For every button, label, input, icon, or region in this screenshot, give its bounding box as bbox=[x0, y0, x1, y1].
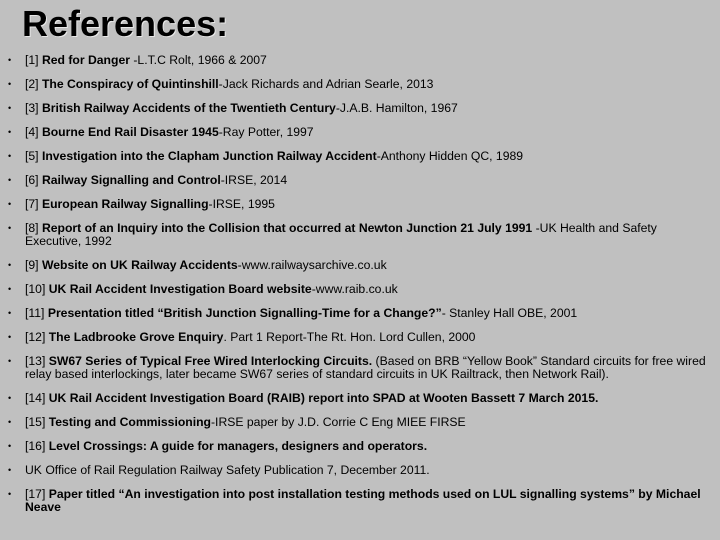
ref-title: Testing and Commissioning bbox=[48, 415, 211, 429]
ref-title: The Ladbrooke Grove Enquiry bbox=[48, 330, 224, 344]
bullet-icon: • bbox=[8, 223, 12, 233]
bullet-icon: • bbox=[8, 151, 12, 161]
reference-item bbox=[8, 416, 708, 429]
ref-number: [12] bbox=[25, 330, 49, 344]
ref-title: UK Rail Accident Investigation Board website bbox=[48, 282, 312, 296]
reference-item bbox=[8, 102, 708, 115]
ref-title: Level Crossings: A guide for managers, designers and operators. bbox=[48, 439, 428, 453]
bullet-icon: • bbox=[8, 489, 12, 499]
bullet-icon: • bbox=[8, 465, 12, 475]
reference-item bbox=[8, 222, 708, 248]
ref-title: Report of an Inquiry into the Collision that occurred at Newton Junction 21 July 1991 bbox=[41, 221, 533, 235]
reference-item bbox=[8, 488, 708, 514]
ref-number: [3] bbox=[25, 101, 42, 115]
reference-item bbox=[8, 307, 708, 320]
reference-item bbox=[8, 283, 708, 296]
ref-number: [1] bbox=[25, 53, 42, 67]
reference-item bbox=[8, 78, 708, 91]
bullet-icon: • bbox=[8, 79, 12, 89]
ref-number: [11] bbox=[25, 306, 48, 320]
ref-detail: -Jack Richards and Adrian Searle, 2013 bbox=[218, 77, 434, 91]
bullet-icon: • bbox=[8, 103, 12, 113]
bullet-icon: • bbox=[8, 393, 12, 403]
ref-title: Bourne End Rail Disaster 1945 bbox=[41, 125, 219, 139]
ref-title: European Railway Signalling bbox=[41, 197, 209, 211]
reference-item bbox=[8, 259, 708, 272]
reference-item bbox=[8, 331, 708, 344]
reference-item bbox=[8, 440, 708, 453]
ref-detail: -J.A.B. Hamilton, 1967 bbox=[335, 101, 458, 115]
ref-title: Website on UK Railway Accidents bbox=[41, 258, 238, 272]
reference-item bbox=[8, 126, 708, 139]
reference-item bbox=[8, 355, 708, 381]
bullet-icon: • bbox=[8, 356, 12, 366]
ref-detail: (Based on BRB “Yellow Book” Standard circuits for free wired relay based interlockings, later became SW67 series of standard circuits in UK Railtrack, then Network Rail). bbox=[25, 354, 706, 381]
bullet-icon: • bbox=[8, 284, 12, 294]
ref-detail: -IRSE, 1995 bbox=[208, 197, 275, 211]
ref-number: [13] bbox=[25, 354, 49, 368]
ref-detail: UK Office of Rail Regulation Railway Safety Publication 7, December 2011. bbox=[25, 463, 430, 477]
bullet-icon: • bbox=[8, 332, 12, 342]
reference-item bbox=[8, 198, 708, 211]
ref-detail: -Ray Potter, 1997 bbox=[218, 125, 314, 139]
bullet-icon: • bbox=[8, 175, 12, 185]
ref-title: Presentation titled “British Junction Signalling-Time for a Change?” bbox=[47, 306, 442, 320]
reference-item bbox=[8, 392, 708, 405]
ref-title: Red for Danger bbox=[41, 53, 130, 67]
ref-number: [2] bbox=[25, 77, 42, 91]
ref-title: SW67 Series of Typical Free Wired Interlocking Circuits. bbox=[48, 354, 373, 368]
reference-item bbox=[8, 54, 708, 67]
ref-title: Paper titled “An investigation into post installation testing methods used on LUL signalling systems” by Michael Neave bbox=[25, 487, 701, 514]
ref-title: Railway Signalling and Control bbox=[41, 173, 221, 187]
ref-detail: -www.railwaysarchive.co.uk bbox=[237, 258, 387, 272]
reference-item bbox=[8, 464, 708, 477]
ref-detail: - Stanley Hall OBE, 2001 bbox=[441, 306, 578, 320]
ref-number: [16] bbox=[25, 439, 49, 453]
bullet-icon: • bbox=[8, 199, 12, 209]
ref-title: Investigation into the Clapham Junction Railway Accident bbox=[41, 149, 377, 163]
ref-detail: -Anthony Hidden QC, 1989 bbox=[376, 149, 524, 163]
bullet-icon: • bbox=[8, 441, 12, 451]
bullet-icon: • bbox=[8, 417, 12, 427]
bullet-icon: • bbox=[8, 127, 12, 137]
ref-detail: -IRSE, 2014 bbox=[220, 173, 288, 187]
ref-detail: -UK Health and Safety Executive, 1992 bbox=[25, 221, 657, 248]
ref-number: [14] bbox=[25, 391, 49, 405]
ref-detail: -www.raib.co.uk bbox=[311, 282, 398, 296]
bullet-icon: • bbox=[8, 55, 12, 65]
ref-detail: -L.T.C Rolt, 1966 & 2007 bbox=[129, 53, 267, 67]
reference-item bbox=[8, 150, 708, 163]
ref-title: UK Rail Accident Investigation Board (RAIB) report into SPAD at Wooten Bassett 7 March 2015. bbox=[48, 391, 599, 405]
references-list bbox=[8, 54, 708, 525]
ref-number: [10] bbox=[25, 282, 49, 296]
bullet-icon: • bbox=[8, 260, 12, 270]
ref-number: [17] bbox=[25, 487, 49, 501]
ref-title: The Conspiracy of Quintinshill bbox=[41, 77, 219, 91]
ref-detail: . Part 1 Report-The Rt. Hon. Lord Cullen, 2000 bbox=[223, 330, 476, 344]
ref-number: [4] bbox=[25, 125, 42, 139]
ref-title: British Railway Accidents of the Twentieth Century bbox=[41, 101, 336, 115]
ref-number: [15] bbox=[25, 415, 49, 429]
page-title: References: bbox=[22, 3, 229, 44]
reference-item bbox=[8, 174, 708, 187]
ref-number: [5] bbox=[25, 149, 42, 163]
ref-number: [6] bbox=[25, 173, 42, 187]
bullet-icon: • bbox=[8, 308, 12, 318]
ref-detail: -IRSE paper by J.D. Corrie C Eng MIEE FIRSE bbox=[211, 415, 466, 429]
ref-number: [8] bbox=[25, 221, 42, 235]
ref-number: [7] bbox=[25, 197, 42, 211]
ref-number: [9] bbox=[25, 258, 42, 272]
